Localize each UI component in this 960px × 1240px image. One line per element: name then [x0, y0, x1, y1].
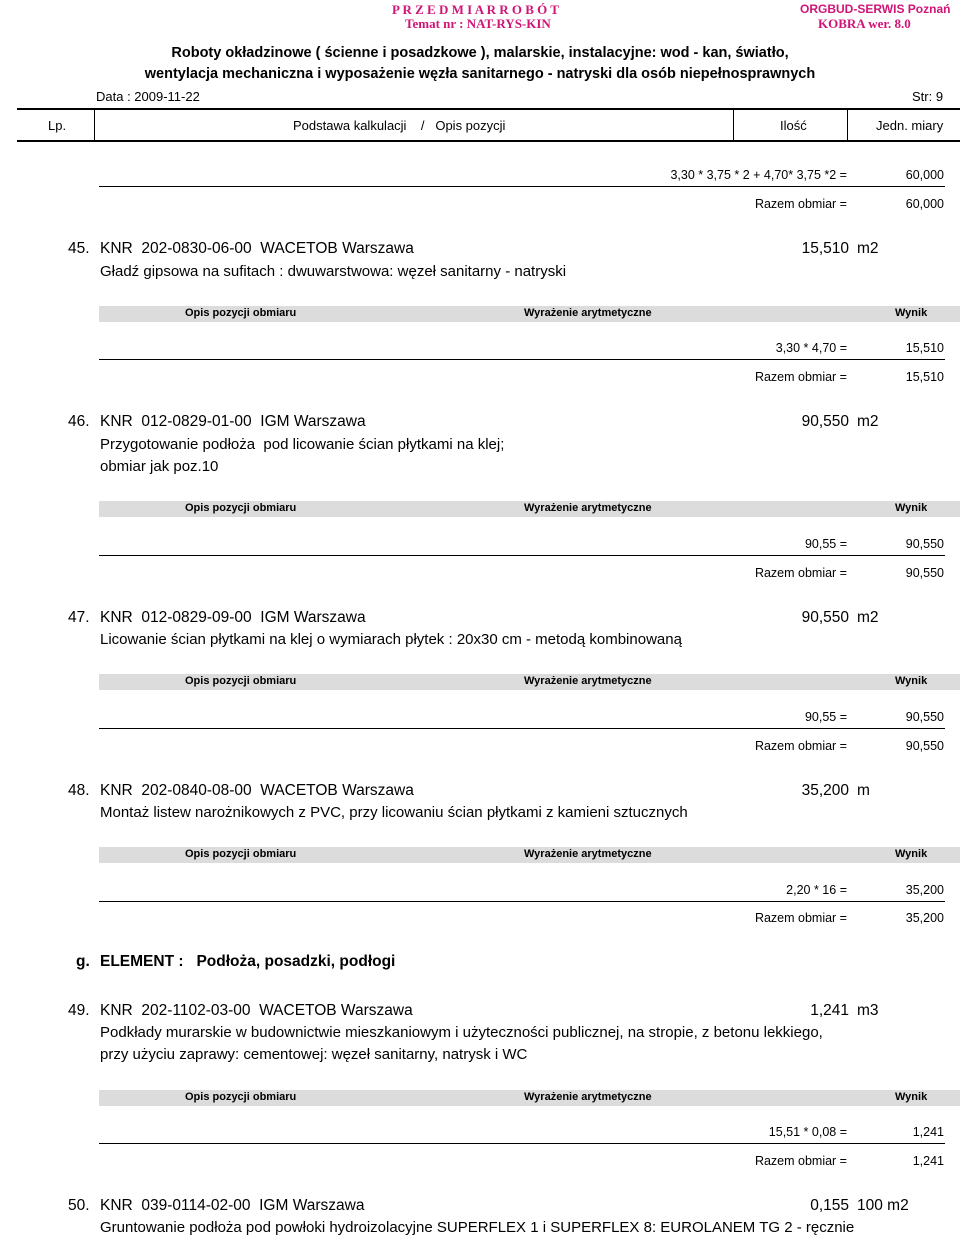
header-top-rule	[17, 108, 960, 110]
company-name: ORGBUD-SERWIS Poznań	[800, 2, 951, 16]
subhdr-expr: Wyrażenie arytmetyczne	[524, 502, 652, 514]
measure-rule	[99, 555, 945, 556]
position-unit: m2	[857, 609, 879, 626]
position-quantity: 90,550	[801, 413, 849, 430]
position-unit: m	[857, 782, 870, 799]
software-version: KOBRA wer. 8.0	[818, 16, 911, 31]
position-number: 49.	[68, 1002, 90, 1019]
measure-rule	[99, 901, 945, 902]
measure-expression: 2,20 * 16 =	[786, 883, 847, 897]
sum-value: 35,200	[905, 911, 944, 925]
position-number: 48.	[68, 782, 90, 799]
measure-result: 35,200	[905, 883, 944, 897]
subhdr-result: Wynik	[895, 502, 928, 514]
subhdr-result: Wynik	[895, 675, 928, 687]
subhdr-result: Wynik	[895, 1091, 928, 1103]
header-bottom-rule	[17, 140, 960, 142]
col-basis: Podstawa kalkulacji / Opis pozycji	[293, 118, 506, 133]
position-description: przy użyciu zaprawy: cementowej: węzeł sanitarny, natrysk i WC	[100, 1046, 528, 1063]
position-description: Gruntowanie podłoża pod powłoki hydroizolacyjne SUPERFLEX 1 i SUPERFLEX 8: EUROLANEM TG 2 - ręcznie	[100, 1219, 855, 1236]
measure-rule	[99, 728, 945, 729]
position-code: KNR 039-0114-02-00 IGM Warszawa	[100, 1197, 365, 1214]
col-divider	[847, 110, 848, 140]
measure-result: 90,550	[905, 537, 944, 551]
measure-rule	[99, 359, 945, 360]
subhdr-desc: Opis pozycji obmiaru	[185, 1091, 297, 1103]
position-unit: m2	[857, 413, 879, 430]
measure-subheader	[99, 674, 960, 690]
element-heading: ELEMENT : Podłoża, posadzki, podłogi	[100, 953, 396, 970]
position-quantity: 90,550	[801, 609, 849, 626]
measure-subheader	[99, 306, 960, 322]
position-code: KNR 202-0840-08-00 WACETOB Warszawa	[100, 782, 414, 799]
sum-value: 15,510	[905, 370, 944, 384]
measure-expression: 3,30 * 4,70 =	[775, 341, 847, 355]
measure-rule	[99, 186, 945, 187]
subhdr-result: Wynik	[895, 307, 928, 319]
position-code: KNR 202-1102-03-00 WACETOB Warszawa	[100, 1002, 413, 1019]
date-label: Data : 2009-11-22	[96, 89, 200, 104]
sum-label: Razem obmiar =	[754, 197, 847, 211]
position-description: Gładź gipsowa na sufitach : dwuwarstwowa: węzeł sanitarny - natryski	[100, 263, 567, 280]
position-code: KNR 012-0829-01-00 IGM Warszawa	[100, 413, 366, 430]
sum-label: Razem obmiar =	[754, 370, 847, 384]
position-quantity: 0,155	[810, 1197, 849, 1214]
measure-subheader	[99, 1090, 960, 1106]
position-description: Montaż listew narożnikowych z PVC, przy licowaniu ścian płytkami z kamieni sztucznych	[100, 804, 688, 821]
doc-title-line1: Roboty okładzinowe ( ścienne i posadzkowe ), malarskie, instalacyjne: wod - kan, światło,	[171, 45, 789, 61]
subhdr-desc: Opis pozycji obmiaru	[185, 848, 297, 860]
sum-label: Razem obmiar =	[754, 1154, 847, 1168]
subhdr-expr: Wyrażenie arytmetyczne	[524, 675, 652, 687]
position-description: Licowanie ścian płytkami na klej o wymiarach płytek : 20x30 cm - metodą kombinowaną	[100, 631, 682, 648]
measure-rule	[99, 1143, 945, 1144]
position-unit: 100 m2	[857, 1197, 909, 1214]
element-letter: g.	[76, 953, 90, 970]
col-unit: Jedn. miary	[876, 118, 944, 133]
measure-subheader	[99, 847, 960, 863]
col-lp: Lp.	[48, 118, 67, 133]
measure-result: 1,241	[912, 1125, 944, 1139]
measure-expression: 90,55 =	[804, 537, 847, 551]
col-divider	[733, 110, 734, 140]
position-number: 47.	[68, 609, 90, 626]
position-number: 46.	[68, 413, 90, 430]
position-unit: m3	[857, 1002, 879, 1019]
position-number: 50.	[68, 1197, 90, 1214]
col-qty: Ilość	[780, 118, 807, 133]
position-unit: m2	[857, 240, 879, 257]
col-divider	[94, 110, 95, 140]
page-number: Str: 9	[912, 89, 944, 104]
position-description: Przygotowanie podłoża pod licowanie ścian płytkami na klej;	[100, 436, 505, 453]
position-description: obmiar jak poz.10	[100, 458, 219, 475]
subhdr-desc: Opis pozycji obmiaru	[185, 307, 297, 319]
position-quantity: 1,241	[810, 1002, 849, 1019]
subhdr-expr: Wyrażenie arytmetyczne	[524, 307, 652, 319]
subhdr-expr: Wyrażenie arytmetyczne	[524, 848, 652, 860]
sum-value: 90,550	[905, 566, 944, 580]
position-number: 45.	[68, 240, 90, 257]
topic-number: Temat nr : NAT-RYS-KIN	[405, 16, 551, 31]
measure-subheader	[99, 501, 960, 517]
subhdr-desc: Opis pozycji obmiaru	[185, 675, 297, 687]
sum-value: 1,241	[912, 1154, 944, 1168]
measure-expression: 15,51 * 0,08 =	[768, 1125, 847, 1139]
subhdr-result: Wynik	[895, 848, 928, 860]
measure-result: 60,000	[905, 168, 944, 182]
measure-expression: 3,30 * 3,75 * 2 + 4,70* 3,75 *2 =	[670, 168, 847, 182]
sum-value: 60,000	[905, 197, 944, 211]
sum-value: 90,550	[905, 739, 944, 753]
sum-label: Razem obmiar =	[754, 911, 847, 925]
position-code: KNR 012-0829-09-00 IGM Warszawa	[100, 609, 366, 626]
sum-label: Razem obmiar =	[754, 566, 847, 580]
position-quantity: 35,200	[801, 782, 849, 799]
position-description: Podkłady murarskie w budownictwie mieszkaniowym i użyteczności publicznej, na stropie, z betonu lekkiego,	[100, 1024, 823, 1041]
measure-expression: 90,55 =	[804, 710, 847, 724]
position-code: KNR 202-0830-06-00 WACETOB Warszawa	[100, 240, 414, 257]
measure-result: 90,550	[905, 710, 944, 724]
measure-result: 15,510	[905, 341, 944, 355]
doc-title-line2: wentylacja mechaniczna i wyposażenie węzła sanitarnego - natryski dla osób niepełnosprawnych	[144, 66, 816, 82]
doc-type-title: P R Z E D M I A R R O B Ó T	[392, 2, 559, 17]
subhdr-desc: Opis pozycji obmiaru	[185, 502, 297, 514]
sum-label: Razem obmiar =	[754, 739, 847, 753]
subhdr-expr: Wyrażenie arytmetyczne	[524, 1091, 652, 1103]
position-quantity: 15,510	[801, 240, 849, 257]
